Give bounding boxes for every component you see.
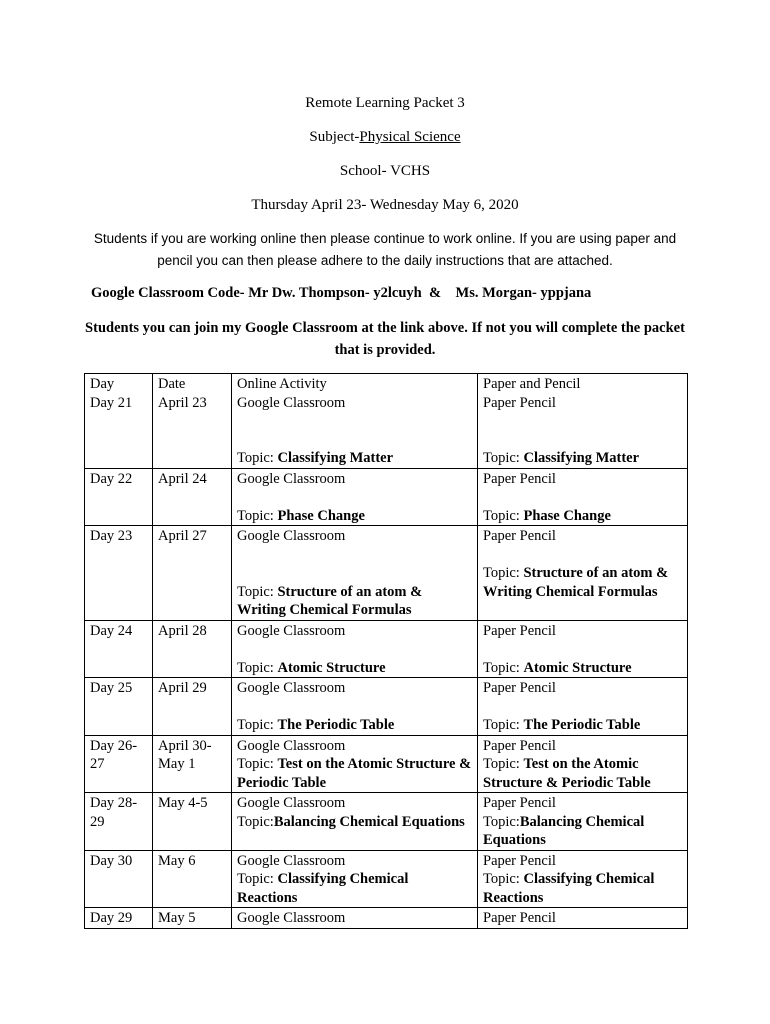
online-cell: Google Classroom [232, 908, 478, 929]
paper-cell: Paper and Pencil Paper Pencil Topic: Classifying Matter [478, 374, 688, 469]
date-cell: May 4-5 [153, 793, 232, 851]
date-range: Thursday April 23- Wednesday May 6, 2020 [251, 197, 519, 213]
day-cell: Day 24 [85, 620, 153, 678]
online-cell: Online Activity Google Classroom Topic: Classifying Matter [232, 374, 478, 469]
online-cell: Google Classroom Topic: Structure of an atom & Writing Chemical Formulas [232, 526, 478, 621]
date-cell: April 28 [153, 620, 232, 678]
table-row [85, 908, 688, 929]
table-row [85, 850, 688, 908]
paper-cell: Paper Pencil Topic: Classifying Chemical Reactions [478, 850, 688, 908]
online-cell: Google Classroom Topic: Classifying Chemical Reactions [232, 850, 478, 908]
intro-paragraph: Students if you are working online then please continue to work online. If you are using paper and pencil you can then please adhere to the daily instructions that are attached. [93, 231, 677, 268]
online-cell: Google Classroom Topic: Phase Change [232, 468, 478, 526]
day-cell: Day 29 [85, 908, 153, 929]
day-cell: Day Day 21 [85, 374, 153, 469]
day-cell: Day 23 [85, 526, 153, 621]
date-cell: April 24 [153, 468, 232, 526]
online-cell: Google Classroom Topic: Atomic Structure [232, 620, 478, 678]
date-cell: May 5 [153, 908, 232, 929]
day-cell: Day 25 [85, 678, 153, 736]
table-row [85, 620, 688, 678]
paper-cell: Paper Pencil Topic: Structure of an atom & Writing Chemical Formulas [478, 526, 688, 621]
subject-prefix: Subject- [309, 129, 360, 145]
date-cell: April 27 [153, 526, 232, 621]
classroom-codes: Google Classroom Code- Mr Dw. Thompson- y2lcuyh & Ms. Morgan- yppjana [91, 285, 592, 301]
packet-title: Remote Learning Packet 3 [305, 95, 465, 111]
table-row [85, 374, 688, 469]
date-cell: Date April 23 [153, 374, 232, 469]
online-cell: Google Classroom Topic: The Periodic Table [232, 678, 478, 736]
day-cell: Day 30 [85, 850, 153, 908]
table-row [85, 735, 688, 793]
table-row [85, 678, 688, 736]
day-cell: Day 22 [85, 468, 153, 526]
table-row [85, 468, 688, 526]
paper-cell: Paper Pencil Topic: The Periodic Table [478, 678, 688, 736]
date-cell: May 6 [153, 850, 232, 908]
paper-cell: Paper Pencil Topic: Phase Change [478, 468, 688, 526]
day-cell: Day 28-29 [85, 793, 153, 851]
date-cell: April 30-May 1 [153, 735, 232, 793]
day-cell: Day 26-27 [85, 735, 153, 793]
table-row [85, 526, 688, 621]
online-cell: Google Classroom Topic:Balancing Chemical Equations [232, 793, 478, 851]
subject-name: Physical Science [359, 129, 461, 145]
join-note: Students you can join my Google Classroom at the link above. If not you will complete the packet that is provided. [85, 320, 685, 358]
date-cell: April 29 [153, 678, 232, 736]
paper-cell: Paper Pencil Topic:Balancing Chemical Equations [478, 793, 688, 851]
paper-cell: Paper Pencil Topic: Atomic Structure [478, 620, 688, 678]
school-line: School- VCHS [339, 163, 431, 179]
paper-cell: Paper Pencil [478, 908, 688, 929]
paper-cell: Paper Pencil Topic: Test on the Atomic Structure & Periodic Table [478, 735, 688, 793]
online-cell: Google Classroom Topic: Test on the Atomic Structure & Periodic Table [232, 735, 478, 793]
table-row [85, 793, 688, 851]
subject-line [0, 128, 770, 146]
schedule-table [84, 373, 688, 929]
